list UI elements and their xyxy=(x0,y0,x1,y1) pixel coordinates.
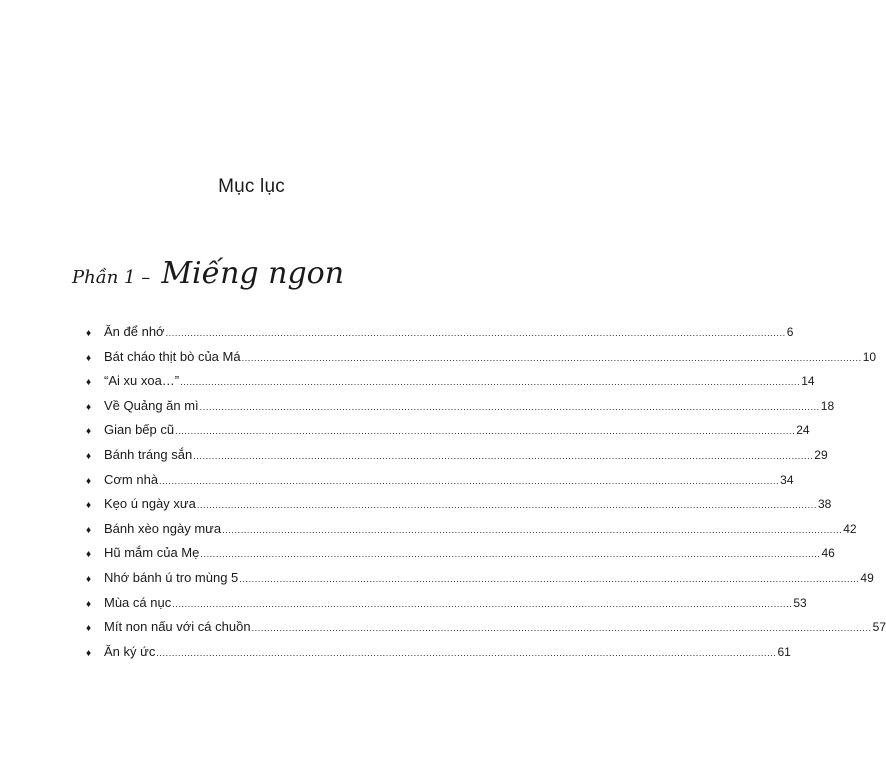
toc-entry xyxy=(86,520,857,546)
toc-entry xyxy=(86,545,835,570)
dot-leader: ........................................................................................................................................................................................................ xyxy=(196,500,817,511)
toc-entry xyxy=(86,324,794,349)
diamond-bullet-icon: ♦ xyxy=(86,598,92,610)
toc-entry-page: 61 xyxy=(777,644,791,659)
dot-leader: ........................................................................................................................................................................................................ xyxy=(241,352,862,363)
part-heading xyxy=(72,256,344,291)
dot-leader: ........................................................................................................................................................................................................ xyxy=(222,524,843,535)
part-name: Miếng ngon xyxy=(161,256,345,291)
part-number: Phần 1 – xyxy=(72,267,151,288)
toc-entry-title: Bánh xèo ngày mưa xyxy=(104,520,222,536)
toc-entry-page: 18 xyxy=(820,398,835,413)
toc-entry xyxy=(86,446,828,472)
toc-entry-title: Nhớ bánh ú tro mùng 5 xyxy=(104,569,239,585)
toc-entry xyxy=(86,619,886,644)
toc-entry-title: Về Quảng ăn mì xyxy=(104,397,199,413)
diamond-bullet-icon: ♦ xyxy=(86,524,92,536)
toc-entry-title: Bát cháo thịt bò của Má xyxy=(104,348,241,364)
toc-entry xyxy=(86,471,794,497)
dot-leader: ........................................................................................................................................................................................................ xyxy=(200,549,821,560)
dot-leader: ........................................................................................................................................................................................................ xyxy=(193,450,814,461)
toc-entry xyxy=(86,496,832,521)
diamond-bullet-icon: ♦ xyxy=(86,426,92,438)
toc-entry-title: Cơm nhà xyxy=(104,471,159,487)
toc-entry-page: 38 xyxy=(817,497,832,512)
toc-entry-title: Hũ mắm của Mẹ xyxy=(104,545,200,561)
diamond-bullet-icon: ♦ xyxy=(86,549,92,561)
dot-leader: ........................................................................................................................................................................................................ xyxy=(199,401,820,412)
toc-entry-page: 46 xyxy=(821,546,835,561)
toc-entry-page: 49 xyxy=(860,570,874,585)
toc-title: Mục lục xyxy=(218,176,285,197)
diamond-bullet-icon: ♦ xyxy=(86,328,92,339)
dot-leader: ........................................................................................................................................................................................................ xyxy=(165,328,786,338)
toc-entry-page: 34 xyxy=(780,472,794,487)
dot-leader: ........................................................................................................................................................................................................ xyxy=(172,598,793,609)
toc-entries xyxy=(86,324,886,668)
dot-leader: ........................................................................................................................................................................................................ xyxy=(239,573,860,584)
toc-entry-title: Kẹo ú ngày xưa xyxy=(104,496,196,512)
dot-leader: ........................................................................................................................................................................................................ xyxy=(251,623,872,634)
toc-entry xyxy=(86,569,874,595)
toc-entry-page: 57 xyxy=(872,620,886,635)
toc-entry xyxy=(86,348,877,374)
dot-leader: ........................................................................................................................................................................................................ xyxy=(159,475,780,486)
toc-entry-title: Ăn ký ức xyxy=(104,643,156,659)
diamond-bullet-icon: ♦ xyxy=(86,500,92,512)
toc-entry-title: Mít non nấu với cá chuồn xyxy=(104,619,251,635)
toc-entry-page: 24 xyxy=(796,423,810,438)
diamond-bullet-icon: ♦ xyxy=(86,450,92,462)
dot-leader: ........................................................................................................................................................................................................ xyxy=(156,647,777,658)
toc-entry-title: Ăn để nhớ xyxy=(104,324,165,339)
diamond-bullet-icon: ♦ xyxy=(86,647,92,659)
toc-entry-title: “Ai xu xoa…” xyxy=(104,373,180,389)
diamond-bullet-icon: ♦ xyxy=(86,475,92,487)
toc-entry-title: Bánh tráng sắn xyxy=(104,446,193,462)
diamond-bullet-icon: ♦ xyxy=(86,623,92,635)
toc-entry-page: 42 xyxy=(843,521,857,536)
diamond-bullet-icon: ♦ xyxy=(86,573,92,585)
toc-entry xyxy=(86,594,807,620)
toc-entry-page: 29 xyxy=(814,447,828,462)
diamond-bullet-icon: ♦ xyxy=(86,352,92,364)
diamond-bullet-icon: ♦ xyxy=(86,401,92,413)
toc-entry-title: Gian bếp cũ xyxy=(104,422,175,438)
toc-entry-title: Mùa cá nục xyxy=(104,594,172,610)
toc-entry-page: 53 xyxy=(793,595,807,610)
toc-entry-page: 6 xyxy=(786,325,794,339)
dot-leader: ........................................................................................................................................................................................................ xyxy=(175,426,796,437)
toc-entry xyxy=(86,643,791,669)
toc-entry-page: 10 xyxy=(862,349,877,364)
toc-entry xyxy=(86,397,835,423)
toc-entry xyxy=(86,422,810,447)
toc-entry xyxy=(86,373,815,398)
toc-entry-page: 14 xyxy=(801,374,815,389)
diamond-bullet-icon: ♦ xyxy=(86,377,92,389)
dot-leader: ........................................................................................................................................................................................................ xyxy=(180,377,801,388)
